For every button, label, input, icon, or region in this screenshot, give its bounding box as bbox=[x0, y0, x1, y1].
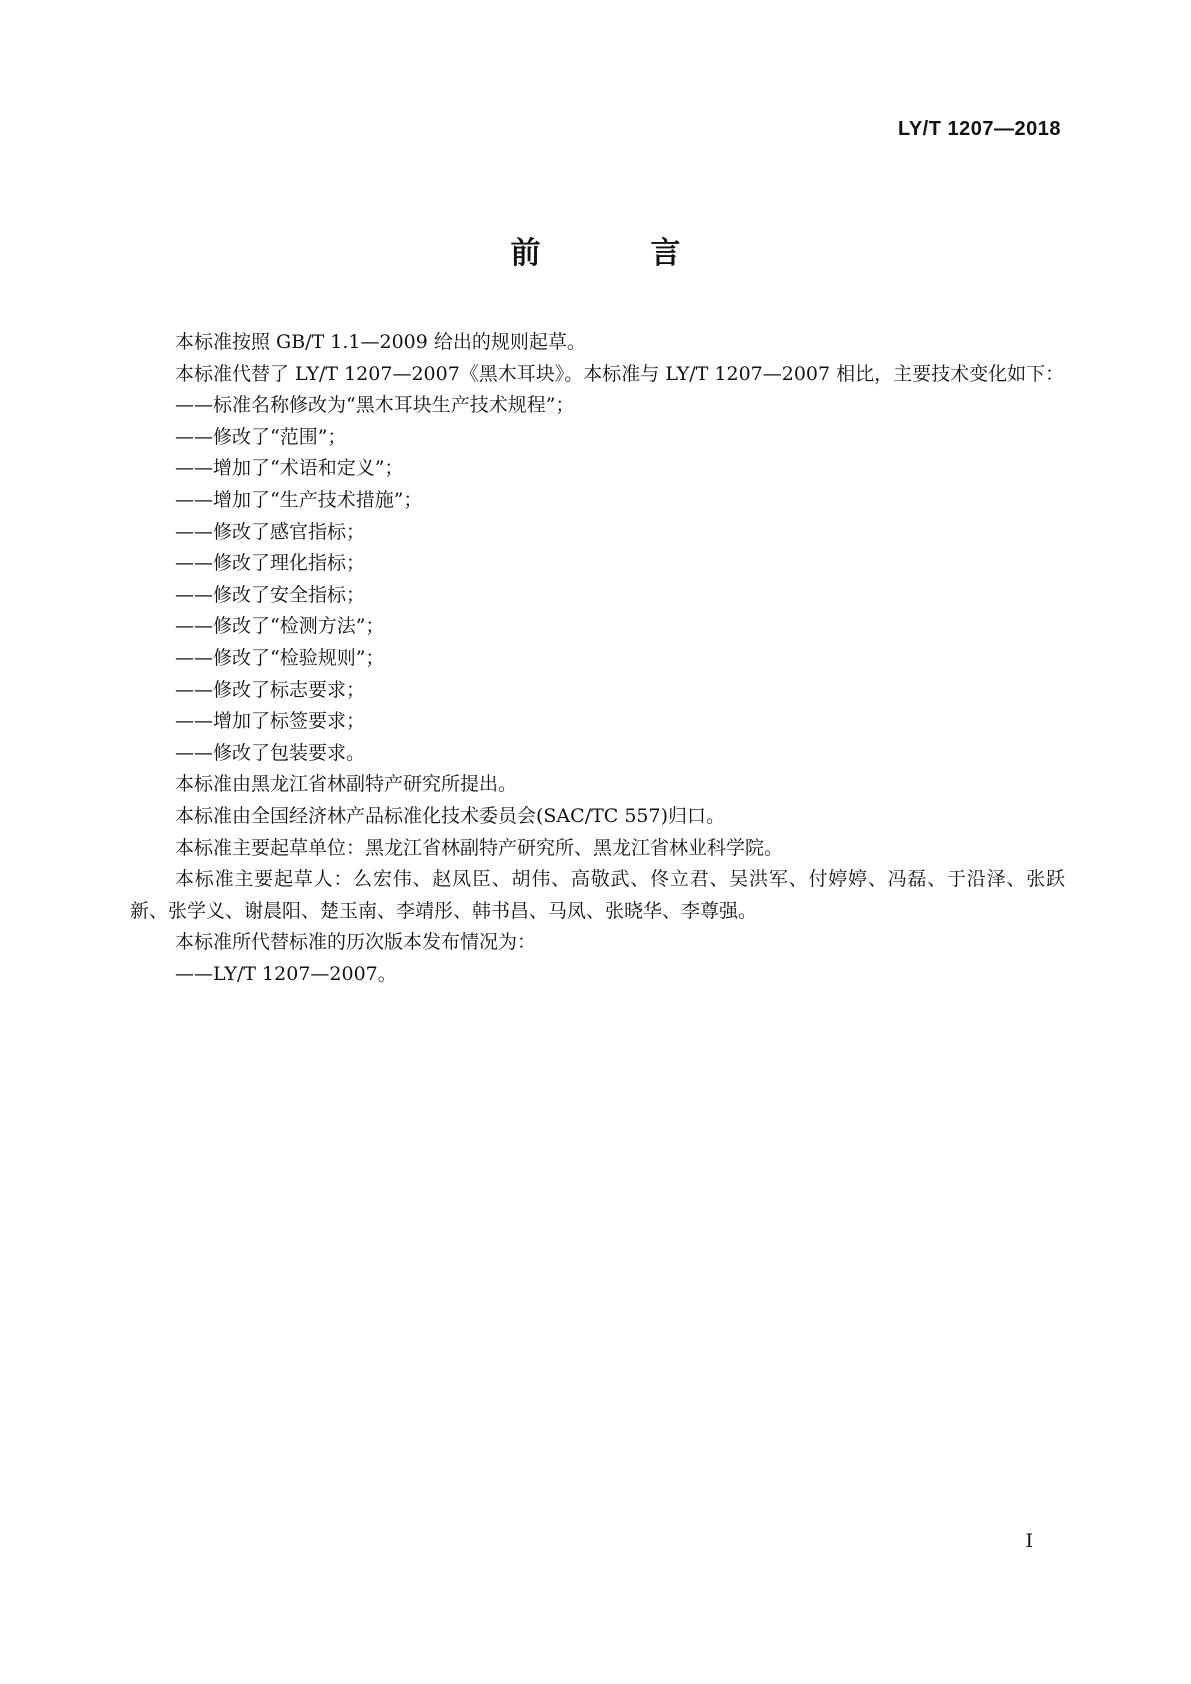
list-item: ——修改了“检验规则”； bbox=[175, 646, 385, 669]
list-item: ——标准名称修改为“黑木耳块生产技术规程”； bbox=[175, 394, 575, 417]
list-item: ——LY/T 1207—2007。 bbox=[175, 962, 397, 985]
list-item: ——增加了“术语和定义”； bbox=[175, 457, 404, 480]
list-item: ——修改了“检测方法”； bbox=[175, 615, 385, 638]
list-item: ——修改了标志要求； bbox=[175, 678, 366, 701]
page-title: 前 言 bbox=[510, 236, 721, 271]
list-item: ——增加了“生产技术措施”； bbox=[175, 488, 423, 511]
list-item: ——修改了“范围”； bbox=[175, 425, 347, 448]
paragraph: 本标准主要起草单位：黑龙江省林副特产研究所、黑龙江省林业科学院。 bbox=[175, 836, 784, 859]
document-body bbox=[130, 327, 1065, 990]
list-item: ——增加了标签要求； bbox=[175, 710, 366, 733]
list-item: ——修改了理化指标； bbox=[175, 552, 366, 575]
paragraph: 本标准按照 GB/T 1.1—2009 给出的规则起草。 bbox=[175, 331, 586, 353]
paragraph: 本标准所代替标准的历次版本发布情况为： bbox=[175, 931, 537, 954]
list-item: ——修改了感官指标； bbox=[175, 520, 366, 543]
paragraph: 本标准由全国经济林产品标准化技术委员会(SAC/TC 557)归口。 bbox=[175, 804, 726, 827]
paragraph: 本标准主要起草人：么宏伟、赵凤臣、胡伟、高敬武、佟立君、吴洪军、付婷婷、冯磊、于沿泽、张跃新、张学义、谢晨阳、楚玉南、李靖彤、韩书昌、马凤、张晓华、李尊强。 bbox=[130, 868, 1065, 922]
paragraph: 本标准由黑龙江省林副特产研究所提出。 bbox=[175, 773, 518, 796]
page-number: I bbox=[1025, 1530, 1033, 1552]
paragraph: 本标准代替了 LY/T 1207—2007《黑木耳块》。本标准与 LY/T 1207—2007 相比，主要技术变化如下： bbox=[175, 362, 1065, 385]
list-item: ——修改了安全指标； bbox=[175, 583, 366, 606]
standard-code-header: LY/T 1207—2018 bbox=[897, 118, 1061, 140]
list-item: ——修改了包装要求。 bbox=[175, 741, 366, 764]
